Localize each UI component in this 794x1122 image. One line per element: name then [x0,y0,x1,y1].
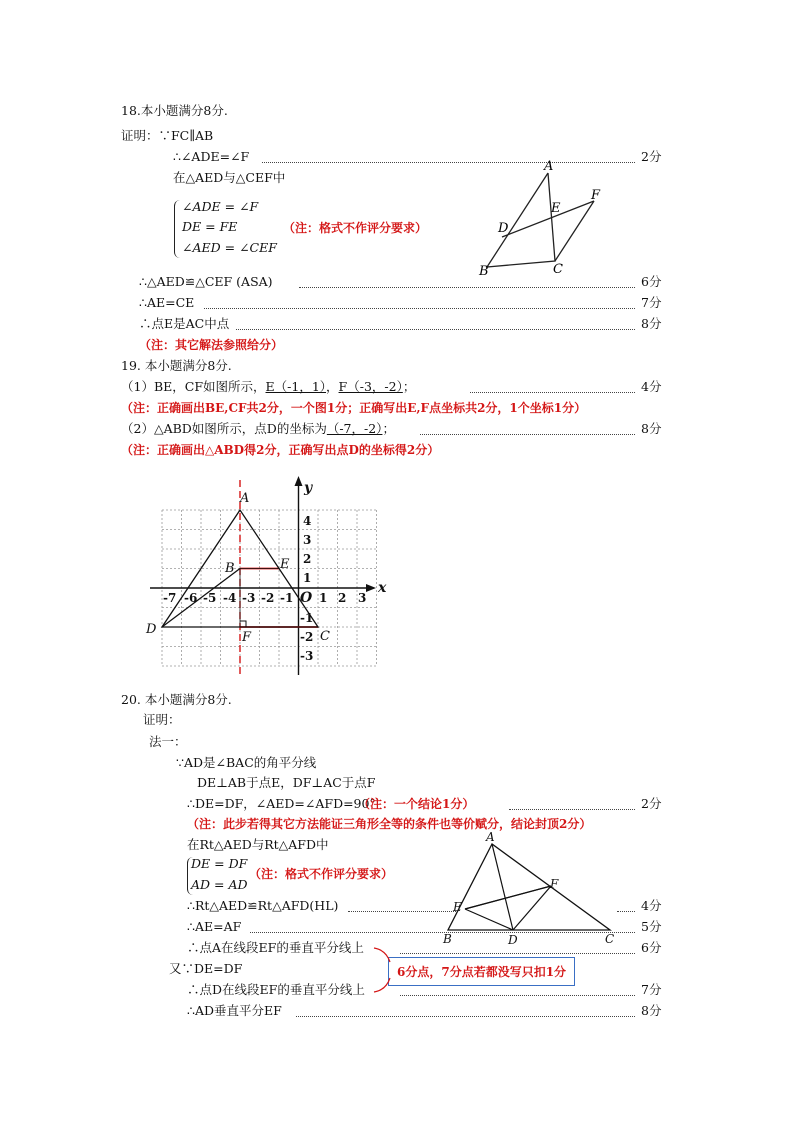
q19-point-e: E（-1，1） [265,379,327,394]
q19-note1: （注：正确画出BE,CF共2分，一个图1分；正确写出E,F点坐标共2分，1个坐标1分） [121,401,587,415]
tick-x-2: 2 [338,591,347,605]
q20-method: 法一： [149,734,187,749]
note-arrows [360,940,410,1000]
leader-dots [400,995,635,996]
tick-y-neg3: -3 [300,649,314,663]
q19-line1-sep: ， [326,379,339,394]
q18-line-in-triangles: 在△AED与△CEF中 [173,170,286,185]
q20-score-8: 8分 [641,1003,662,1018]
tick-x-neg5: -5 [203,591,217,605]
q20-line-and-de-df: 又∵DE=DF [169,961,243,976]
label-B: B [443,932,452,946]
q20-score-2: 2分 [641,796,662,811]
label-D: D [508,933,518,947]
label-D: D [498,221,509,236]
q18-score-7: 7分 [641,295,662,310]
q18-score-2: 2分 [641,149,662,164]
axis-x-label: x [378,580,387,596]
label-C: C [605,932,615,946]
q18-line-given: 证明：∵FC∥AB [121,128,214,143]
tick-x-neg4: -4 [223,591,237,605]
q20-cond-2: AD = AD [191,877,248,892]
leader-dots [204,308,635,309]
q18-note-format: （注：格式不作评分要求） [283,221,428,235]
q20-line-bisector: ∵AD是∠BAC的角平分线 [176,755,317,770]
q19-point-f: F（-3，-2） [338,379,403,394]
q18-cond-1: ∠ADE = ∠F [182,199,259,214]
label-C: C [553,262,563,277]
q20-line-conclusion: ∴AD垂直平分EF [187,1003,282,1018]
q18-note-other: （注：其它解法参照给分） [139,338,284,352]
label-F: F [550,877,559,891]
tick-x-neg7: -7 [163,591,177,605]
leader-dots [299,287,635,288]
q18-figure [470,155,610,280]
tick-x-neg2: -2 [261,591,275,605]
axis-y-label: y [304,480,313,496]
q18-line-midpoint: ∴点E是AC中点 [139,316,230,331]
label-B: B [479,264,489,279]
tick-y-1: 1 [303,571,312,585]
q20-line-d-on-bisector: ∴点D在线段EF的垂直平分线上 [187,982,365,997]
q18-score-8: 8分 [641,316,662,331]
q20-score-7: 7分 [641,982,662,997]
label-E: E [551,201,561,216]
q20-note-format: （注：格式不作评分要求） [249,867,394,881]
tick-x-1: 1 [319,591,328,605]
leader-dots [420,434,635,435]
q19-line2-end: ； [382,421,395,436]
q18-cond-3: ∠AED = ∠CEF [182,240,277,255]
q18-line-congruent: ∴△AED≌△CEF (ASA) [139,274,273,289]
q20-line-de-df: ∴DE=DF，∠AED=∠AFD=90° [187,796,376,811]
leader-dots [470,392,635,393]
q19-score-8: 8分 [641,421,662,436]
leader-dots [400,953,635,954]
point-D-label: D [146,622,157,637]
q20-note-equiv: （注：此步若得其它方法能证三角形全等的条件也等价赋分，结论封顶2分） [187,817,592,831]
q19-point-d: （-7，-2） [326,421,383,436]
q19-line1-prefix: （1）BE，CF如图所示， [121,379,266,394]
tick-y-neg1: -1 [300,611,314,625]
q20-line-a-on-bisector: ∴点A在线段EF的垂直平分线上 [187,940,364,955]
leader-dots [236,329,635,330]
tick-x-neg1: -1 [280,591,294,605]
leader-dots [296,1016,635,1017]
q18-cond-2: DE = FE [182,219,238,234]
q20-score-5: 5分 [641,919,662,934]
tick-y-neg2: -2 [300,630,314,644]
point-F-label: F [242,630,252,645]
tick-x-neg6: -6 [184,591,198,605]
tick-x-neg3: -3 [242,591,256,605]
point-C-label: C [320,629,330,644]
q20-line-rt-congruent: ∴Rt△AED≌Rt△AFD(HL) [187,898,339,913]
label-F: F [591,188,601,203]
tick-y-2: 2 [303,552,312,566]
q20-score-4: 4分 [641,898,662,913]
q19-note2: （注：正确画出△ABD得2分，正确写出点D的坐标得2分） [121,443,440,457]
point-A-label: A [240,491,250,506]
label-A: A [544,159,554,174]
q19-title: 19. 本小题满分8分. [121,358,232,373]
q18-line-ae-ce: ∴AE=CE [139,295,195,310]
q20-line-perp: DE⊥AB于点E，DF⊥AC于点F [197,775,376,790]
q19-coordinate-grid [140,470,400,680]
tick-x-3: 3 [358,591,367,605]
q20-proof: 证明： [143,712,181,727]
tick-y-3: 3 [303,533,312,547]
q19-line2 [121,421,395,437]
q20-line-ae-af: ∴AE=AF [187,919,242,934]
q20-title: 20. 本小题满分8分. [121,692,232,707]
q20-note-conclusion: （注：一个结论1分） [358,797,475,811]
q19-line1-end: ； [402,379,416,394]
point-B-label: B [225,561,235,576]
q18-line-angle: ∴∠ADE=∠F [173,149,250,164]
leader-dots [348,911,456,912]
label-E: E [453,900,462,914]
q20-box-note: 6分点，7分点若都没写只扣1分 [388,957,575,986]
tick-y-4: 4 [303,514,312,528]
label-A: A [486,830,495,844]
leader-dots [509,809,635,810]
q18-score-6: 6分 [641,274,662,289]
point-E-label: E [280,557,290,572]
leader-dots [250,932,635,933]
leader-dots [617,911,635,912]
q19-score-4: 4分 [641,379,662,394]
q19-line2-prefix: （2）△ABD如图所示，点D的坐标为 [121,421,327,436]
q20-score-6: 6分 [641,940,662,955]
origin-label: O [300,590,313,606]
q18-title: 18.本小题满分8分. [121,103,228,118]
q20-cond-1: DE = DF [191,856,248,871]
q19-line1 [121,379,415,395]
q20-line-in-rt: 在Rt△AED与Rt△AFD中 [187,837,329,852]
